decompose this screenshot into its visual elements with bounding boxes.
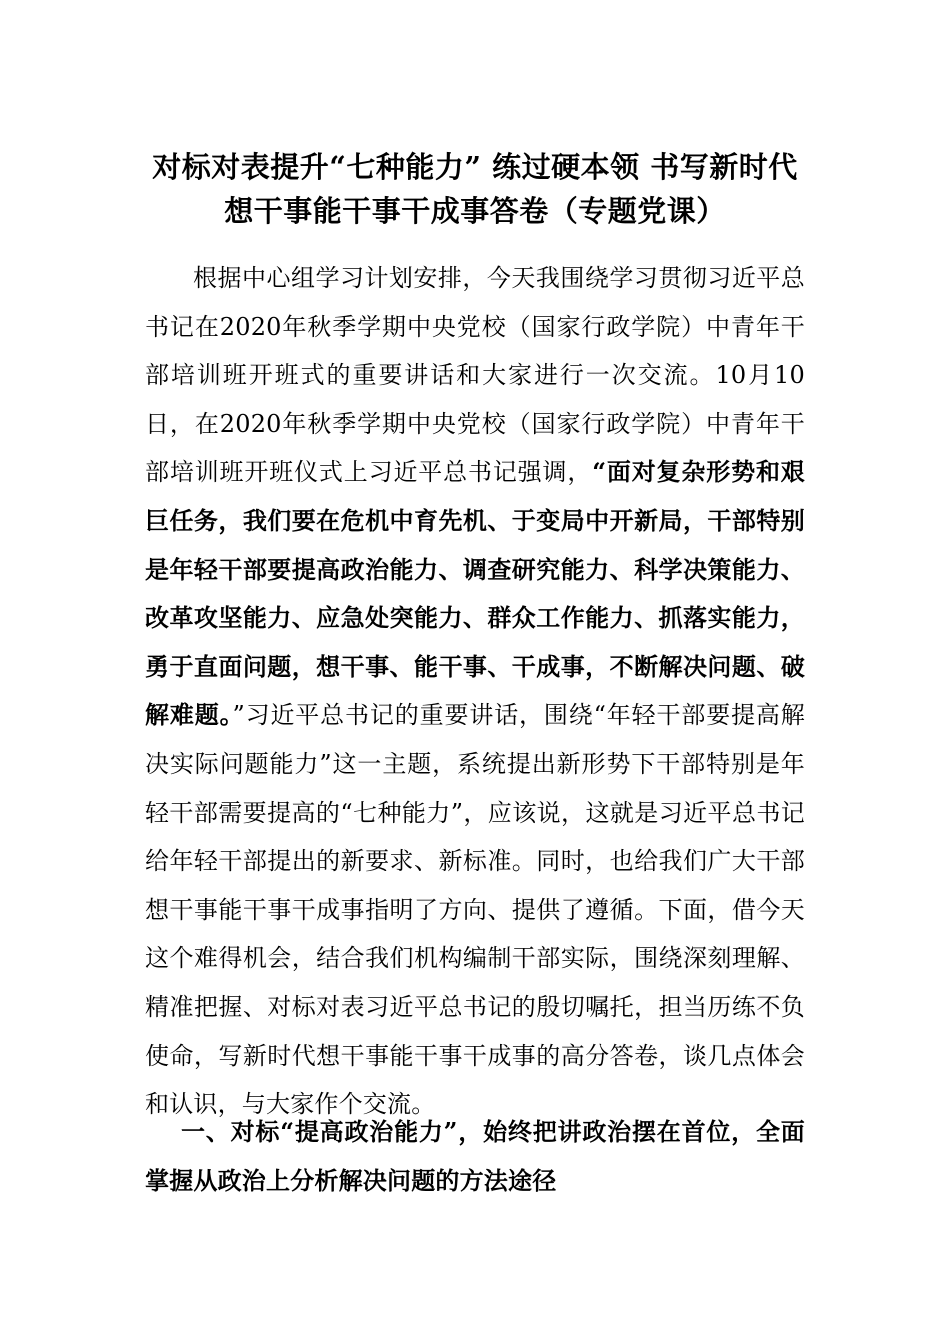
title-line-2: 想干事能干事干成事答卷（专题党课） (224, 194, 726, 228)
intro-text: 根据中心组学习计划安排，今天我围绕学习贯彻习近平总书记在2020年秋季学期中央党校（国家行政学院）中青年干部培训班开班式的重要讲话和大家进行一次交流。10月10日，在2020年秋季学期中央党校（国家行政学院）中青年干部培训班开班仪式上习近平总书记强调， (145, 264, 805, 487)
intro-continuation: ”习近平总书记的重要讲话，围绕“年轻干部要提高解决实际问题能力”这一主题，系统提出新形势下干部特别是年轻干部需要提高的“七种能力”，应该说，这就是习近平总书记给年轻干部提出的新要求、新标准。同时，也给我们广大干部想干事能干事干成事指明了方向、提供了遵循。下面，借今天这个难得机会，结合我们机构编制干部实际，围绕深刻理解、精准把握、对标对表习近平总书记的殷切嘱托，担当历练不负使命，写新时代想干事能干事干成事的高分答卷，谈几点体会和认识，与大家作个交流。 (145, 701, 805, 1119)
title-line-1: 对标对表提升“七种能力” 练过硬本领 书写新时代 (152, 150, 798, 184)
intro-paragraph (145, 254, 805, 1129)
document-title (120, 145, 830, 233)
section-heading-1: 一、对标“提高政治能力”，始终把讲政治摆在首位，全面掌握从政治上分析解决问题的方法途径 (145, 1117, 805, 1195)
quoted-speech: “面对复杂形势和艰巨任务，我们要在危机中育先机、于变局中开新局，干部特别是年轻干部要提高政治能力、调查研究能力、科学决策能力、改革攻坚能力、应急处突能力、群众工作能力、抓落实能力，勇于直面问题，想干事、能干事、干成事，不断解决问题、破解难题。 (145, 457, 805, 730)
